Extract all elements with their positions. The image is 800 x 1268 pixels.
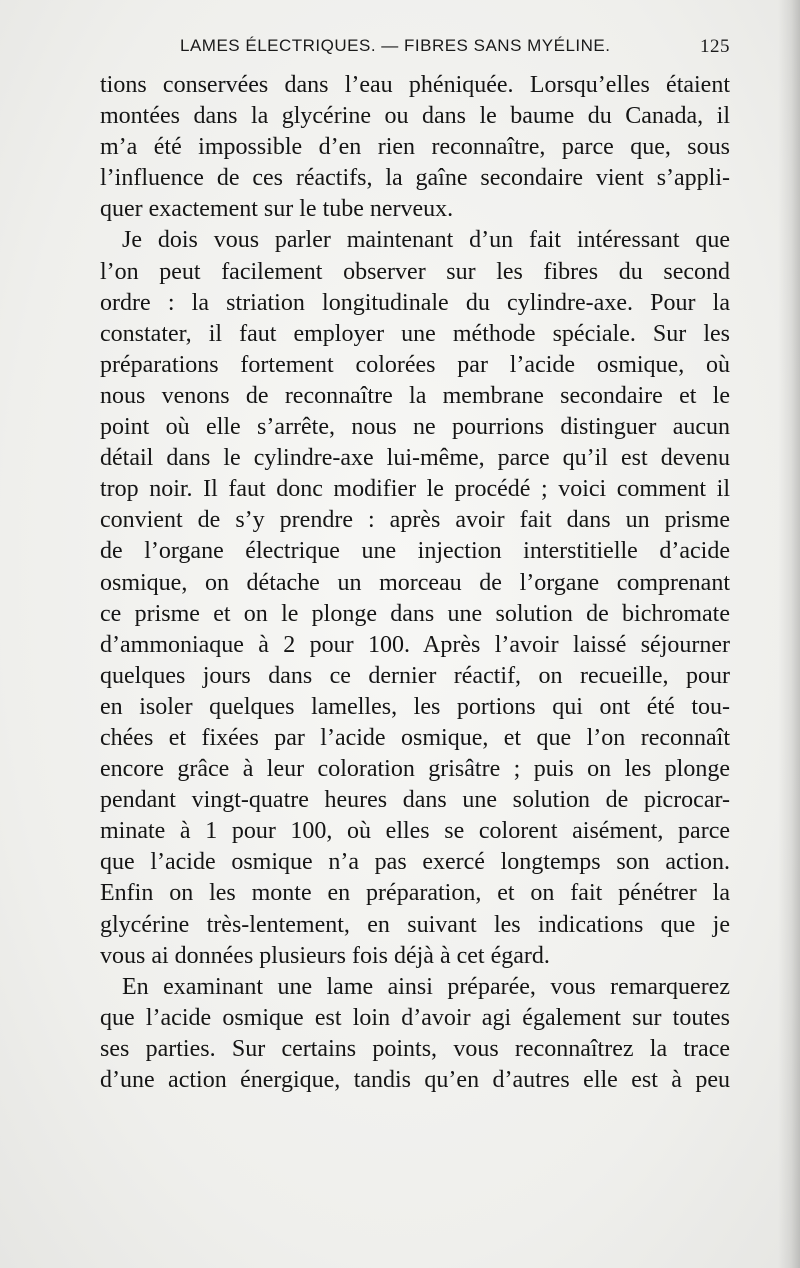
text-line: que l’acide osmique n’a pas exercé longtemps son action. bbox=[100, 849, 730, 876]
text-line: montées dans la glycérine ou dans le baume du Canada, il bbox=[100, 103, 730, 130]
text-line: trop noir. Il faut donc modifier le procédé ; voici comment il bbox=[100, 476, 730, 503]
text-line: En examinant une lame ainsi préparée, vous remarquerez bbox=[122, 973, 730, 1000]
text-line: Je dois vous parler maintenant d’un fait intéressant que bbox=[122, 227, 730, 254]
text-line: nous venons de reconnaître la membrane secondaire et le bbox=[100, 382, 730, 409]
text-line: en isoler quelques lamelles, les portions qui ont été tou- bbox=[100, 693, 730, 720]
text-line: d’ammoniaque à 2 pour 100. Après l’avoir laissé séjourner bbox=[100, 631, 730, 658]
text-line: point où elle s’arrête, nous ne pourrions distinguer aucun bbox=[100, 414, 730, 441]
text-line: pendant vingt-quatre heures dans une solution de picrocar- bbox=[100, 787, 730, 814]
text-line: constater, il faut employer une méthode spéciale. Sur les bbox=[100, 320, 730, 347]
text-line: que l’acide osmique est loin d’avoir agi également sur toutes bbox=[100, 1004, 730, 1031]
paragraph-1 bbox=[100, 70, 730, 225]
text-line: minate à 1 pour 100, où elles se colorent aisément, parce bbox=[100, 818, 730, 845]
page-number: 125 bbox=[700, 36, 730, 57]
running-head bbox=[180, 36, 730, 60]
text-line: détail dans le cylindre-axe lui-même, parce qu’il est devenu bbox=[100, 445, 730, 472]
text-line: l’on peut facilement observer sur les fibres du second bbox=[100, 258, 730, 285]
body-text bbox=[100, 70, 730, 1096]
page-edge-shadow bbox=[778, 0, 800, 1268]
paragraph-2 bbox=[100, 225, 730, 971]
text-line: l’influence de ces réactifs, la gaîne secondaire vient s’appli- bbox=[100, 165, 730, 192]
text-line: ses parties. Sur certains points, vous reconnaîtrez la trace bbox=[100, 1035, 730, 1062]
text-line: préparations fortement colorées par l’acide osmique, où bbox=[100, 351, 730, 378]
text-line: quer exactement sur le tube nerveux. bbox=[100, 196, 454, 223]
text-line: de l’organe électrique une injection interstitielle d’acide bbox=[100, 538, 730, 565]
paragraph-3 bbox=[100, 972, 730, 1096]
text-line: d’une action énergique, tandis qu’en d’autres elle est à peu bbox=[100, 1067, 730, 1093]
text-line: ce prisme et on le plonge dans une solution de bichromate bbox=[100, 600, 730, 627]
text-line: glycérine très-lentement, en suivant les indications que je bbox=[100, 911, 730, 938]
text-line: m’a été impossible d’en rien reconnaître, parce que, sous bbox=[100, 134, 730, 161]
text-line: osmique, on détache un morceau de l’organe comprenant bbox=[100, 569, 730, 596]
text-line: quelques jours dans ce dernier réactif, on recueille, pour bbox=[100, 662, 730, 689]
text-line: vous ai données plusieurs fois déjà à cet égard. bbox=[100, 942, 550, 969]
running-title: LAMES ÉLECTRIQUES. — FIBRES SANS MYÉLINE. bbox=[180, 36, 611, 55]
text-line: encore grâce à leur coloration grisâtre ; puis on les plonge bbox=[100, 756, 730, 783]
text-line: tions conservées dans l’eau phéniquée. Lorsqu’elles étaient bbox=[100, 72, 730, 98]
text-line: Enfin on les monte en préparation, et on fait pénétrer la bbox=[100, 880, 730, 907]
text-line: convient de s’y prendre : après avoir fait dans un prisme bbox=[100, 507, 730, 534]
text-line: ordre : la striation longitudinale du cylindre-axe. Pour la bbox=[100, 289, 730, 316]
text-line: chées et fixées par l’acide osmique, et que l’on reconnaît bbox=[100, 724, 730, 751]
